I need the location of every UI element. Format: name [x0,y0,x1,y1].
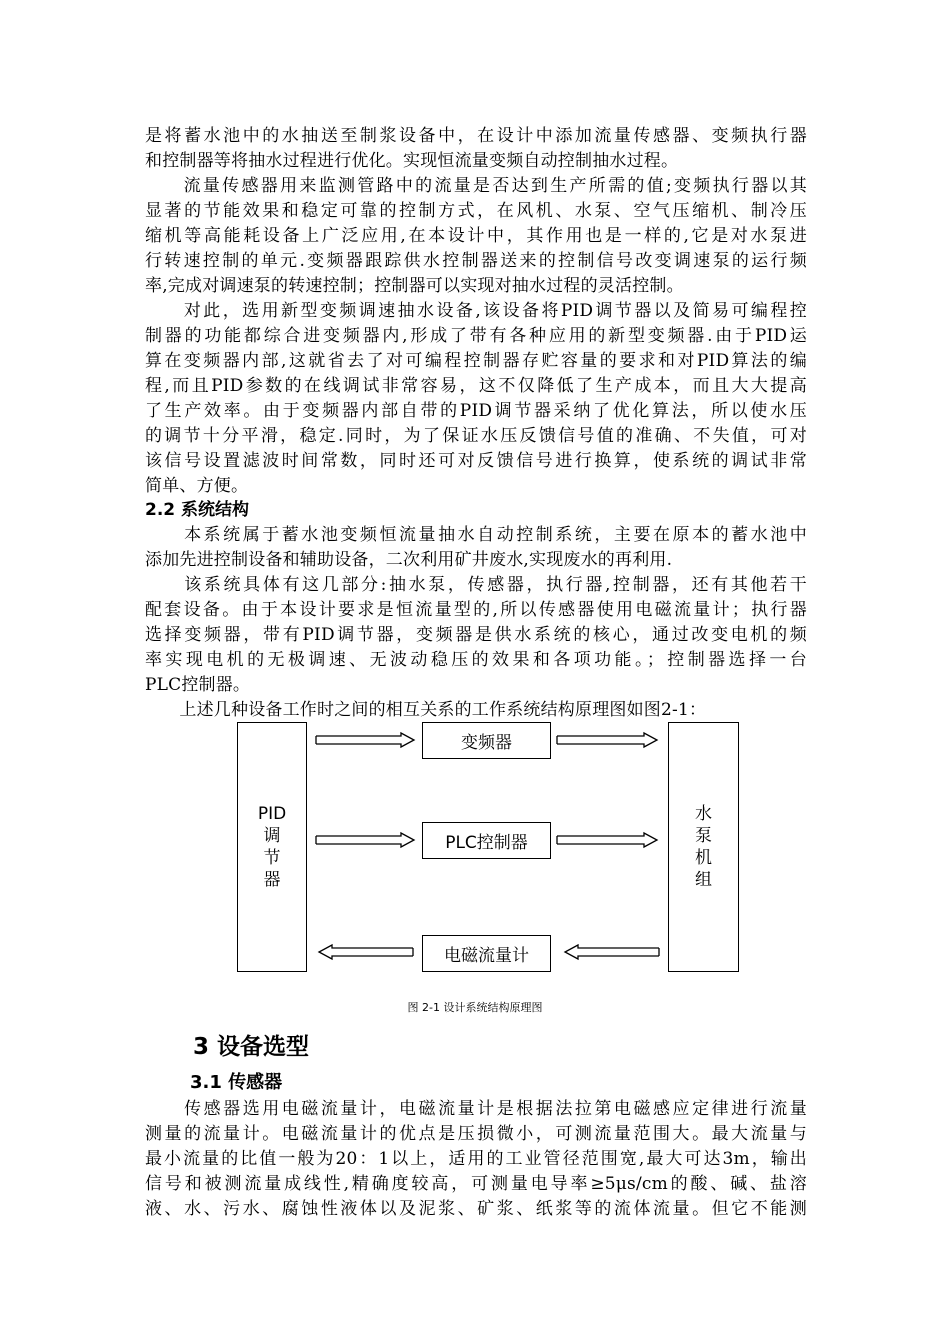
device-choice-line-2: 制器的功能都综合进变频器内,形成了带有各种应用的新型变频器.由于PID运 [145,326,807,346]
section-2-2-para1-line-1: 本系统属于蓄水池变频恒流量抽水自动控制系统，主要在原本的蓄水池中 [145,525,807,545]
device-choice-line-4: 程,而且PID参数的在线调试非常容易，这不仅降低了生产成本，而且大大提高 [145,376,807,396]
section-2-2-para2-line-2: 配套设备。由于本设计要求是恒流量型的,所以传感器使用电磁流量计；执行器 [145,600,807,620]
section-2-2-para1-line-2: 添加先进控制设备和辅助设备，二次利用矿井废水,实现废水的再利用. [145,550,673,570]
section-2-2-para2-line-3: 选择变频器，带有PID调节器，变频器是供水系统的核心，通过改变电机的频 [145,625,807,645]
inverter-label: 变频器 [461,733,512,753]
arrow-pid-to-inverter [316,733,414,747]
section-3-1-line-5: 液、水、污水、腐蚀性液体以及泥浆、矿浆、纸浆等的流体流量。但它不能测 [145,1199,807,1219]
pid-regulator-label: PID 调 节 器 [257,804,287,890]
device-choice-line-6: 的调节十分平滑，稳定.同时，为了保证水压反馈信号值的准确、不失值，可对 [145,426,807,446]
sensor-role-line-5: 率,完成对调速泵的转速控制；控制器可以实现对抽水过程的灵活控制。 [145,276,684,296]
intro-line-1: 是将蓄水池中的水抽送至制浆设备中，在设计中添加流量传感器、变频执行器 [145,126,807,146]
section-2-2-title: 2.2 系统结构 [145,500,250,520]
section-3-1-line-3: 最小流量的比值一般为20：1以上，适用的工业管径范围宽,最大可达3m，输出 [145,1149,807,1169]
sensor-role-line-1: 流量传感器用来监测管路中的流量是否达到生产所需的值;变频执行器以其 [145,176,807,196]
section-2-2-para2-line-4: 率实现电机的无极调速、无波动稳压的效果和各项功能。；控制器选择一台 [145,650,807,670]
intro-line-2: 和控制器等将抽水过程进行优化。实现恒流量变频自动控制抽水过程。 [145,151,679,171]
sensor-role-line-3: 缩机等高能耗设备上广泛应用,在本设计中，其作用也是一样的,它是对水泵进 [145,226,807,246]
arrow-inverter-to-pump [557,733,657,747]
arrow-flowmeter-to-pid [319,945,413,959]
section-3-1-line-2: 测量的流量计。电磁流量计的优点是压损微小，可测流量范围大。最大流量与 [145,1124,807,1144]
arrow-plc-to-pump [557,833,657,847]
device-choice-line-5: 了生产效率。由于变频器内部自带的PID调节器采纳了优化算法，所以使水压 [145,401,807,421]
section-3-1-line-1: 传感器选用电磁流量计，电磁流量计是根据法拉第电磁感应定律进行流量 [145,1099,807,1119]
device-choice-line-3: 算在变频器内部,这就省去了对可编程控制器存贮容量的要求和对PID算法的编 [145,351,807,371]
section-2-2-para2-line-1: 该系统具体有这几部分:抽水泵，传感器，执行器,控制器，还有其他若干 [145,575,807,595]
device-choice-line-7: 该信号设置滤波时间常数，同时还可对反馈信号进行换算，使系统的调试非常 [145,451,807,471]
sensor-role-line-4: 行转速控制的单元.变频器跟踪供水控制器送来的控制信号改变调速泵的运行频 [145,251,807,271]
device-choice-line-1: 对此，选用新型变频调速抽水设备,该设备将PID调节器以及简易可编程控 [145,301,807,321]
section-3-title: 3 设备选型 [193,1034,310,1060]
section-2-2-para2-line-5: PLC控制器。 [145,675,251,695]
sensor-role-line-2: 显著的节能效果和稳定可靠的控制方式，在风机、水泵、空气压缩机、制冷压 [145,201,807,221]
plc-controller-label: PLC控制器 [445,833,528,853]
arrow-pid-to-plc [316,833,414,847]
flowmeter-label: 电磁流量计 [444,946,529,966]
arrow-pump-to-flowmeter [565,945,659,959]
section-2-2-para3: 上述几种设备工作时之间的相互关系的工作系统结构原理图如图2-1： [145,700,707,720]
device-choice-line-8: 简单、方便。 [145,476,249,496]
section-3-1-line-4: 信号和被测流量成线性,精确度较高，可测量电导率≥5μs/cm的酸、碱、盐溶 [145,1174,807,1194]
pump-unit-label: 水 泵 机 组 [695,804,712,890]
section-3-1-title: 3.1 传感器 [190,1072,283,1093]
figure-caption: 图 2-1 设计系统结构原理图 [407,1001,543,1014]
